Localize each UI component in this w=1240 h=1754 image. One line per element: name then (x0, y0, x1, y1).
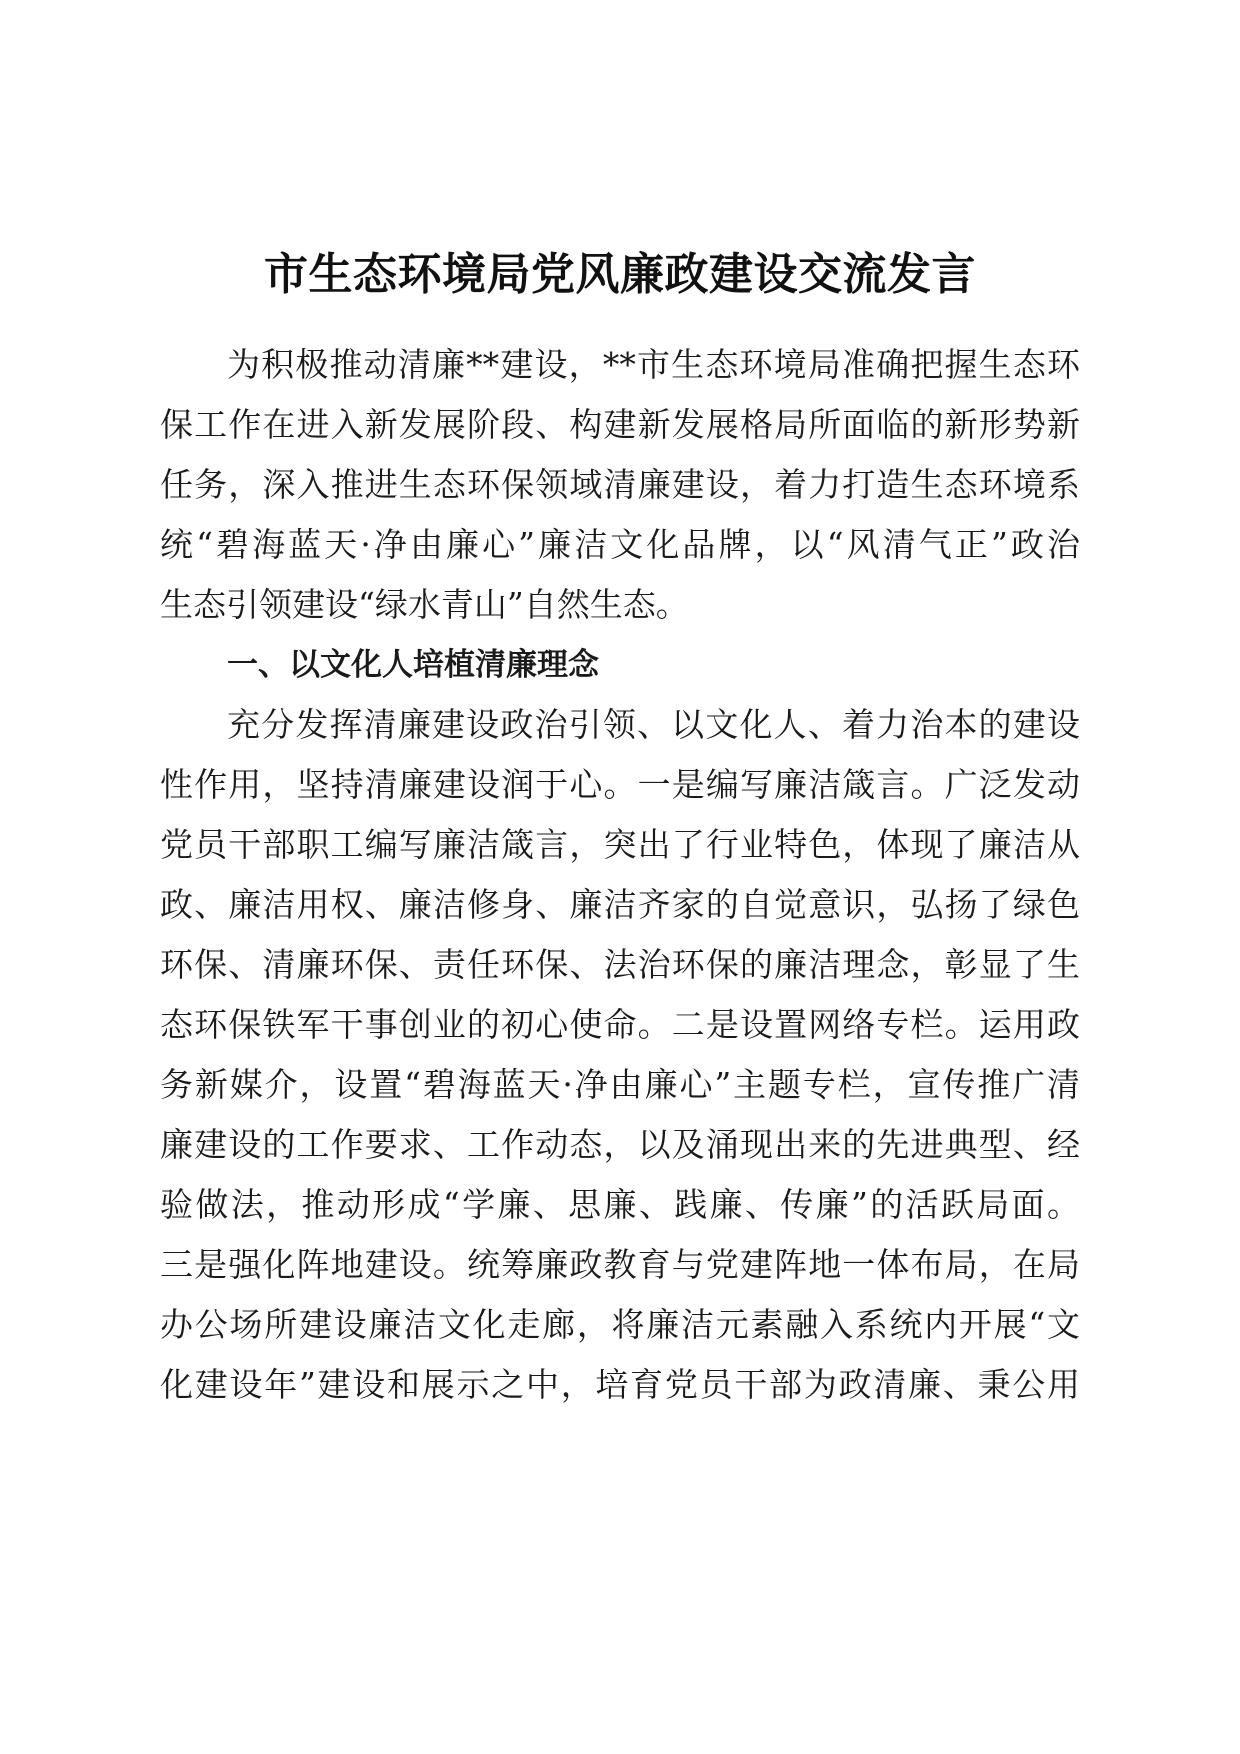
document-title: 市生态环境局党风廉政建设交流发言 (264, 249, 976, 300)
paragraph-2-line-10: 三是强化阵地建设。统筹廉政教育与党建阵地一体布局，在局 (160, 1245, 1080, 1284)
paragraph-2-line-11: 办公场所建设廉洁文化走廊，将廉洁元素融入系统内开展“文 (160, 1305, 1080, 1344)
paragraph-2-line-6: 态环保铁军干事创业的初心使命。二是设置网络专栏。运用政 (160, 1005, 1080, 1044)
paragraph-2-line-4: 政、廉洁用权、廉洁修身、廉洁齐家的自觉意识，弘扬了绿色 (160, 885, 1080, 924)
paragraph-2-line-9: 验做法，推动形成“学廉、思廉、践廉、传廉”的活跃局面。 (160, 1185, 1080, 1224)
paragraph-1-line-5: 生态引领建设“绿水青山”自然生态。 (160, 585, 689, 624)
paragraph-2-line-5: 环保、清廉环保、责任环保、法治环保的廉洁理念，彰显了生 (160, 945, 1080, 984)
paragraph-2-line-2: 性作用，坚持清廉建设润于心。一是编写廉洁箴言。广泛发动 (160, 765, 1080, 804)
paragraph-2-line-8: 廉建设的工作要求、工作动态，以及涌现出来的先进典型、经 (160, 1125, 1080, 1164)
paragraph-1-line-3: 任务，深入推进生态环保领域清廉建设，着力打造生态环境系 (160, 465, 1080, 504)
section-heading-1: 一、以文化人培植清廉理念 (227, 647, 599, 683)
paragraph-1-line-2: 保工作在进入新发展阶段、构建新发展格局所面临的新形势新 (160, 405, 1080, 444)
paragraph-2-line-3: 党员干部职工编写廉洁箴言，突出了行业特色，体现了廉洁从 (160, 825, 1080, 864)
paragraph-2-line-12: 化建设年”建设和展示之中，培育党员干部为政清廉、秉公用 (160, 1365, 1080, 1404)
paragraph-1-line-4: 统“碧海蓝天·净由廉心”廉洁文化品牌，以“风清气正”政治 (160, 525, 1080, 564)
paragraph-1-line-1: 为积极推动清廉**建设，**市生态环境局准确把握生态环 (227, 345, 1080, 384)
paragraph-2-line-7: 务新媒介，设置“碧海蓝天·净由廉心”主题专栏，宣传推广清 (160, 1065, 1080, 1104)
paragraph-2-line-1: 充分发挥清廉建设政治引领、以文化人、着力治本的建设 (227, 705, 1080, 744)
